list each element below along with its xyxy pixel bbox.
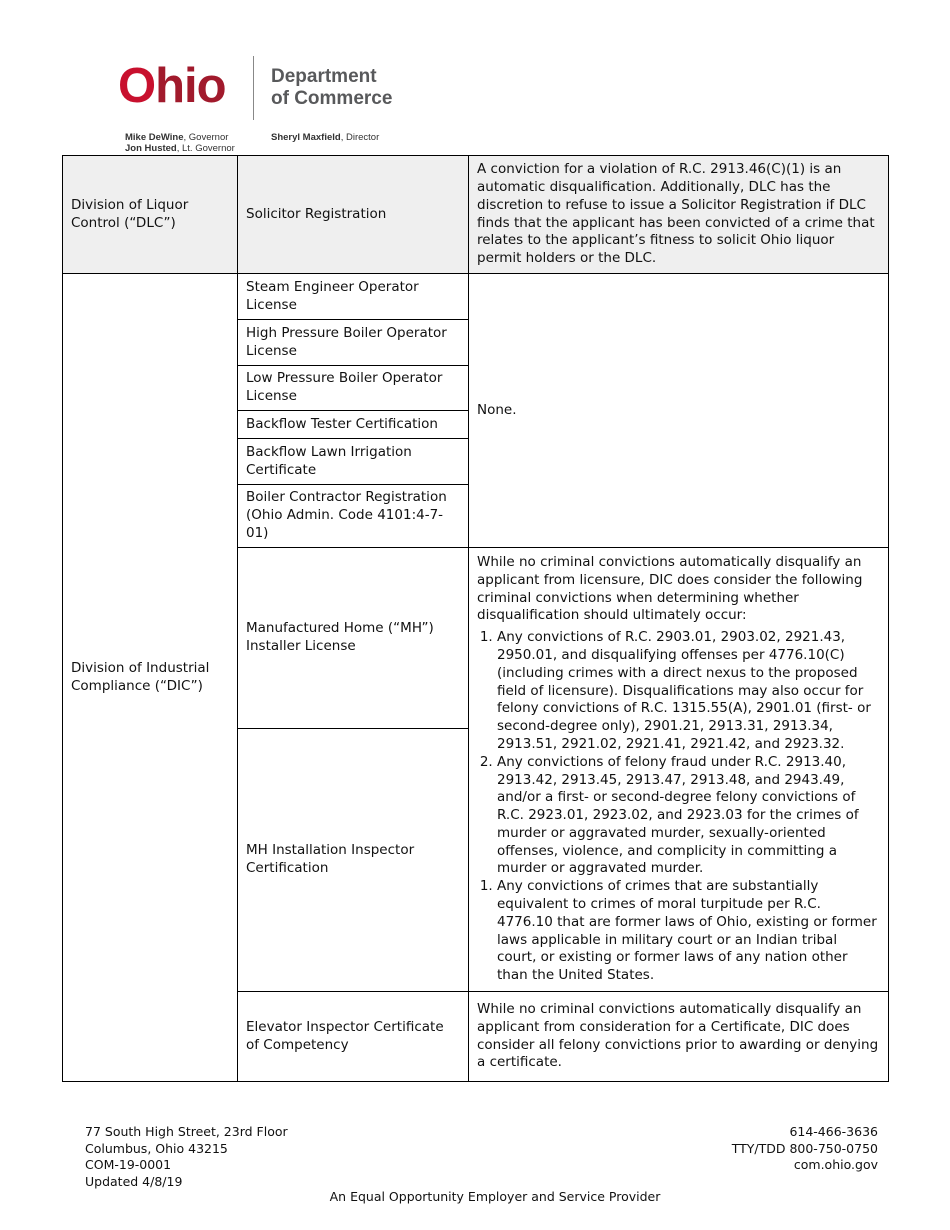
lt-governor-name: Jon Husted xyxy=(125,143,177,154)
footer-phone: 614-466-3636 xyxy=(789,1124,878,1139)
license-cell: Low Pressure Boiler Operator License xyxy=(238,366,469,411)
director-name: Sheryl Maxfield xyxy=(271,132,341,143)
license-mh-installer-cell: Manufactured Home (“MH”) Installer License xyxy=(238,548,469,729)
license-solicitor-cell: Solicitor Registration xyxy=(238,156,469,274)
governor-title: , Governor xyxy=(183,132,229,143)
lt-governor-title: , Lt. Governor xyxy=(176,143,235,154)
list-item: 2. Any convictions of felony fraud under R.C. 2913.40, 2913.42, 2913.45, 2913.47, 2913.48, and 2943.49, and/or a first- or second-degree felony convictions of R.C. 2923.01, 2923.02, and 2923.03 for the crimes of murder or aggravated murder, sexually-oriented offenses, violence, and complicity in committing a murder or aggravated murder. xyxy=(497,754,880,879)
governor-block xyxy=(125,132,235,154)
ohio-logo-rest: hio xyxy=(155,59,226,113)
license-elevator-cell: Elevator Inspector Certificate of Competency xyxy=(238,992,469,1082)
list-item: 1. Any convictions of crimes that are substantially equivalent to crimes of moral turpitude per R.C. 4776.10 that are former laws of Ohio, existing or former laws applicable in military court or an Indian tribal court, or existing or former laws of any nation other than the United States. xyxy=(497,878,880,985)
department-line-1: Department xyxy=(271,66,377,87)
license-cell: Backflow Lawn Irrigation Certificate xyxy=(238,439,469,485)
list-item: 1. Any convictions of R.C. 2903.01, 2903.02, 2921.43, 2950.01, and disqualifying offenses per 4776.10(C) (including crimes with a direct nexus to the proposed field of licensure). Disqualifications may also occur for felony convictions of R.C. 1315.55(A), 2901.01 (first- or second-degree only), 2901.21, 2913.31, 2913.34, 2913.51, 2921.02, 2921.41, 2921.42, and 2923.32. xyxy=(497,629,880,754)
disqualification-table xyxy=(62,155,889,1082)
lt-governor-line xyxy=(125,143,235,154)
logo-divider xyxy=(253,56,254,120)
mh-intro: While no criminal convictions automatically disqualify an applicant from licensure, DIC does consider the following criminal convictions when determining whether disqualification should ultimately occur: xyxy=(477,553,863,624)
footer-contact-block xyxy=(732,1124,878,1174)
director-line xyxy=(271,132,379,143)
footer-website-link[interactable]: com.ohio.gov xyxy=(793,1157,878,1172)
license-cell: Boiler Contractor Registration (Ohio Admin. Code 4101:4-7-01) xyxy=(238,485,469,548)
governor-name: Mike DeWine xyxy=(125,132,184,143)
footer-address-block xyxy=(85,1124,288,1190)
table-row-liquor xyxy=(63,156,889,274)
ohio-logo-o: O xyxy=(118,59,156,113)
governor-line xyxy=(125,132,235,143)
footer-address-line-2: Columbus, Ohio 43215 xyxy=(85,1140,228,1156)
mh-requirement-list xyxy=(477,629,880,985)
requirement-mh-cell xyxy=(469,548,889,992)
requirement-solicitor-cell: A conviction for a violation of R.C. 2913.46(C)(1) is an automatic disqualification. Additionally, DLC has the discretion to refuse to issue a Solicitor Registration if DLC finds that the applicant has been convicted of a crime that relates to the applicant’s fitness to solicit Ohio liquor permit holders or the DLC. xyxy=(469,156,889,274)
director-title: , Director xyxy=(340,132,380,143)
license-cell: High Pressure Boiler Operator License xyxy=(238,320,469,366)
footer-updated-date: Updated 4/8/19 xyxy=(85,1173,183,1189)
footer-address-line-1: 77 South High Street, 23rd Floor xyxy=(85,1124,288,1139)
table-row xyxy=(63,274,889,320)
department-name xyxy=(271,66,392,110)
division-liquor-cell: Division of Liquor Control (“DLC”) xyxy=(63,156,238,274)
license-cell: Backflow Tester Certification xyxy=(238,411,469,439)
footer-tty: TTY/TDD 800-750-0750 xyxy=(731,1140,878,1156)
department-line-2: of Commerce xyxy=(271,88,393,109)
ohio-logo xyxy=(118,59,226,113)
requirement-elevator-cell: While no criminal convictions automatically disqualify an applicant from consideration for a Certificate, DIC does consider all felony convictions prior to awarding or denying a certificate. xyxy=(469,992,889,1082)
requirement-none-cell: None. xyxy=(469,274,889,548)
division-industrial-cell: Division of Industrial Compliance (“DIC”) xyxy=(63,274,238,1082)
letterhead xyxy=(118,52,538,157)
footer-eeo-statement: An Equal Opportunity Employer and Service Provider xyxy=(329,1189,661,1204)
footer-form-id: COM-19-0001 xyxy=(85,1157,172,1172)
license-mh-inspector-cell: MH Installation Inspector Certification xyxy=(238,729,469,992)
license-cell: Steam Engineer Operator License xyxy=(238,274,469,320)
